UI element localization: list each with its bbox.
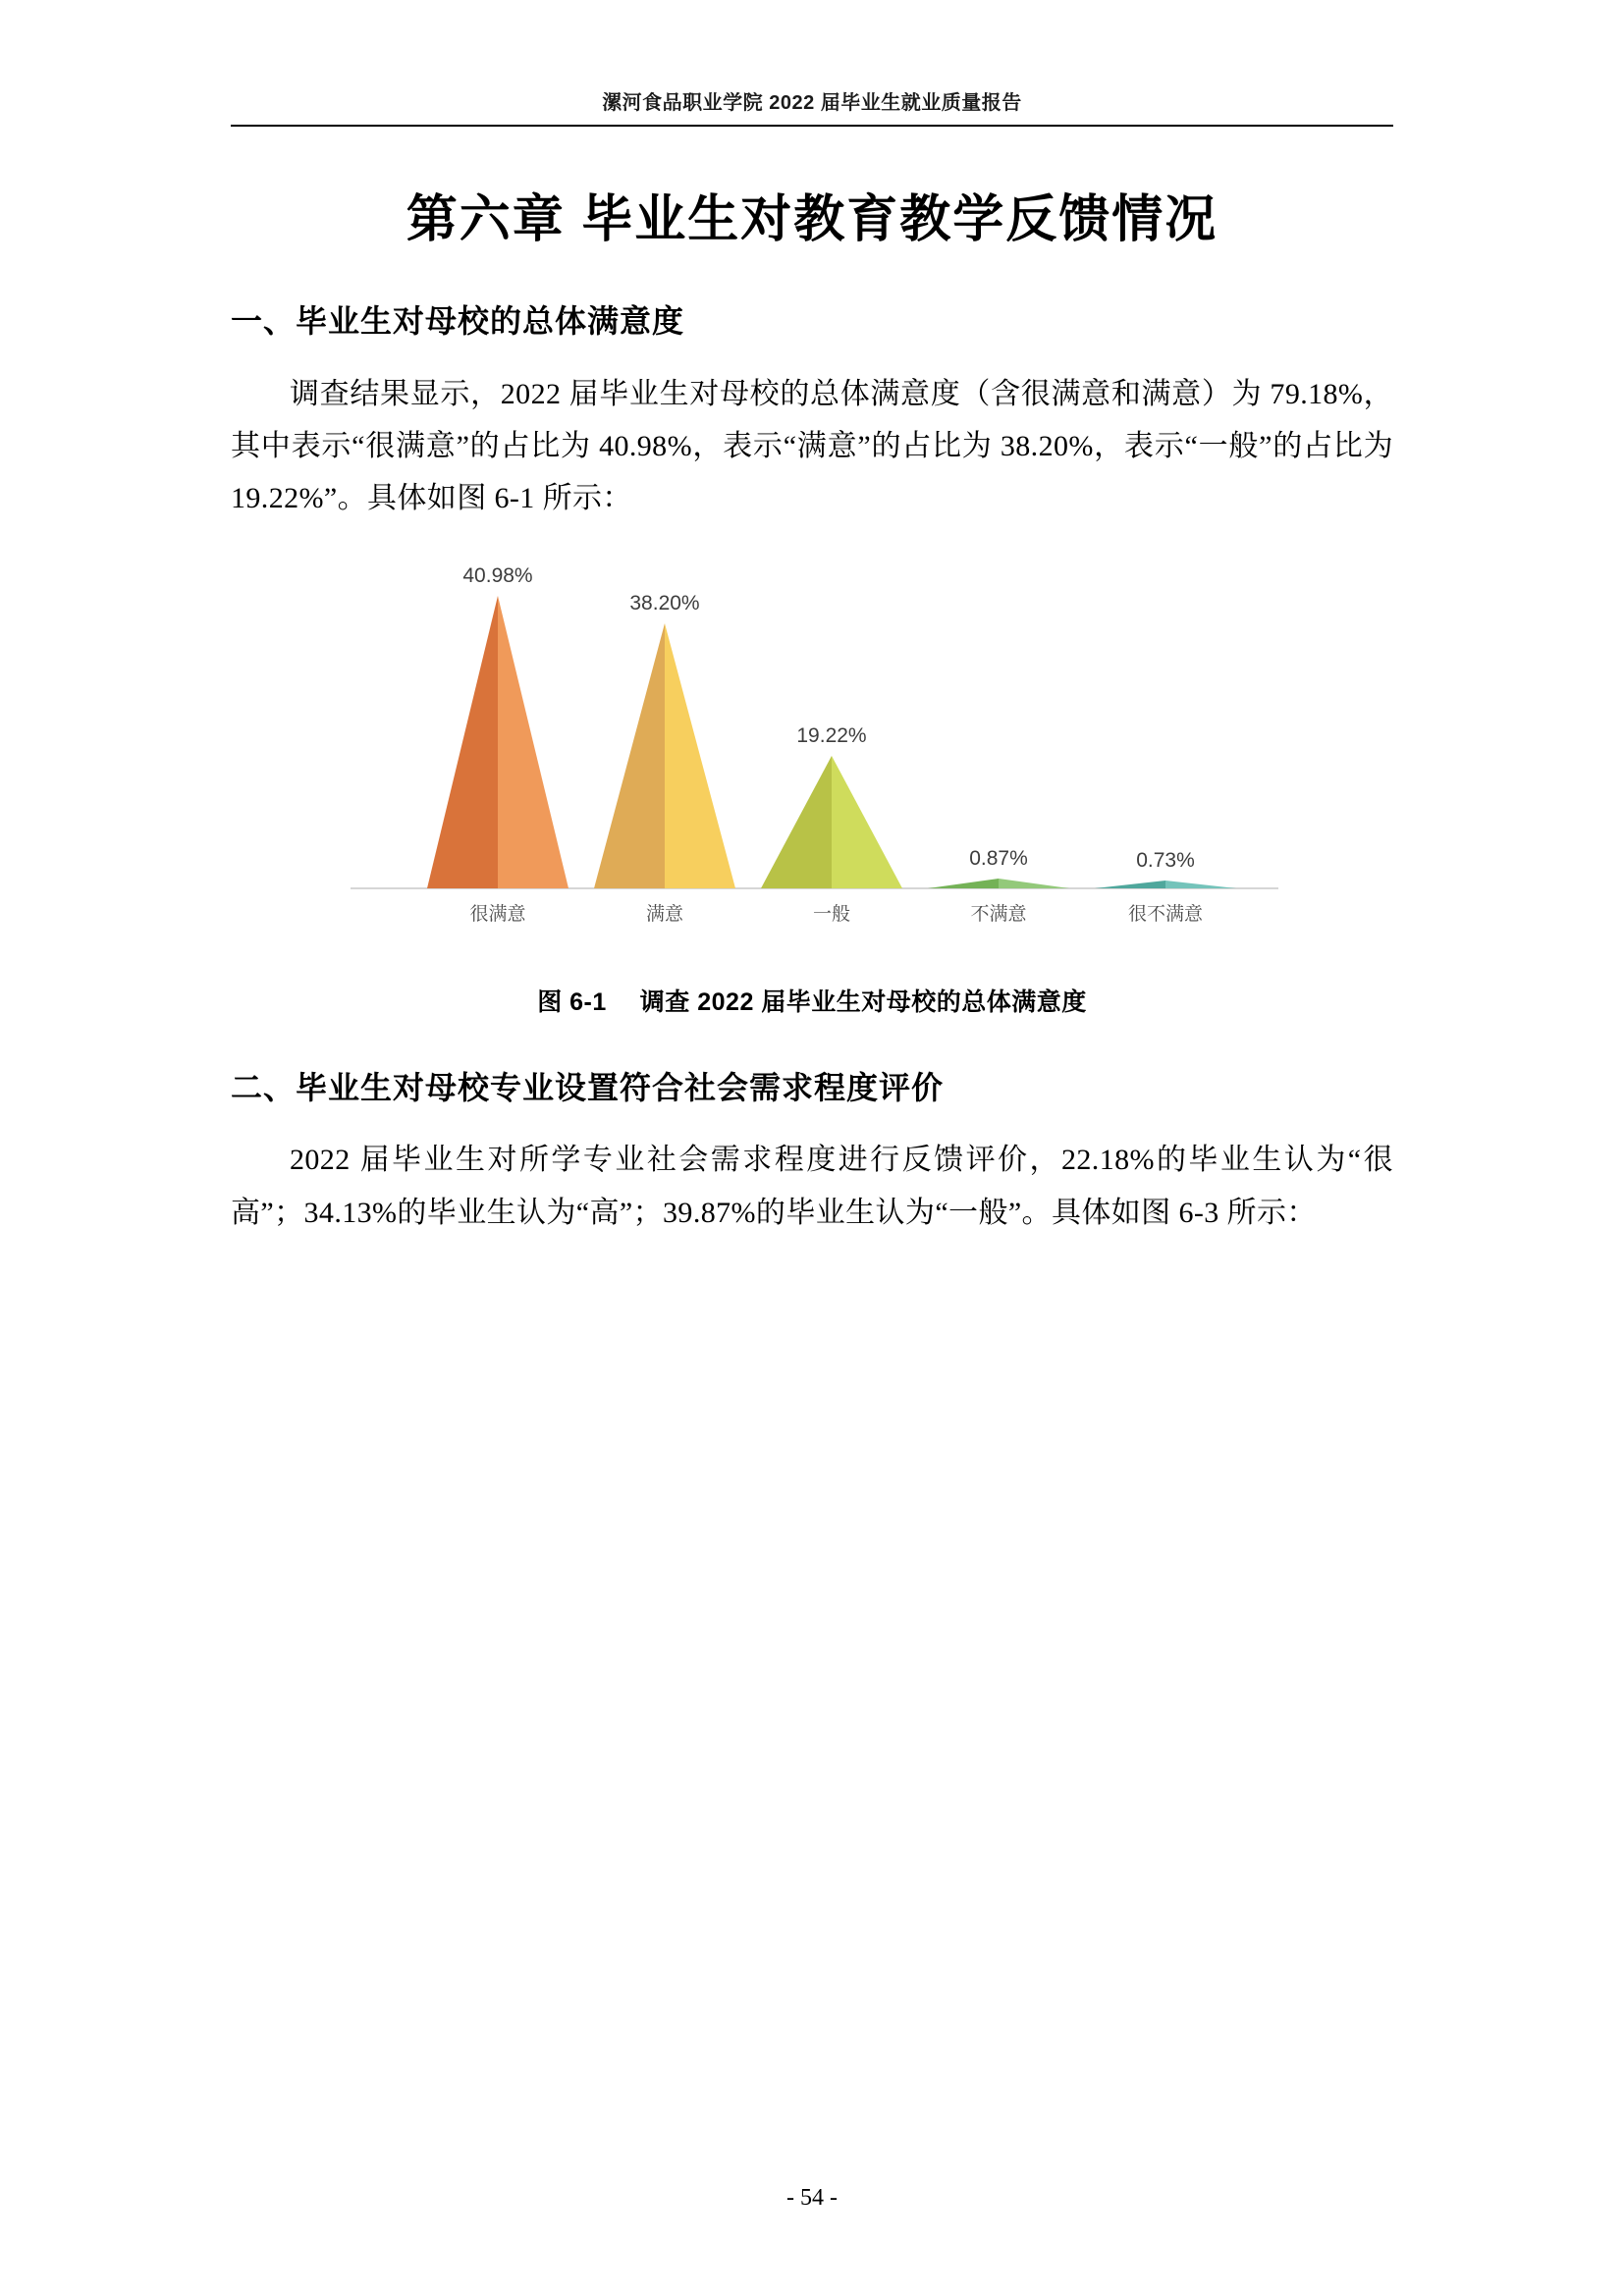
chart-category-label-2: 一般	[812, 903, 851, 925]
chart-category-label-1: 满意	[645, 903, 684, 925]
figure-caption-text: 调查 2022 届毕业生对母校的总体满意度	[639, 988, 1087, 1016]
chart-value-label-1: 38.20%	[629, 591, 700, 614]
bar-chart	[321, 545, 1303, 957]
chart-category-label-4: 很不满意	[1127, 903, 1204, 925]
chart-category-label-0: 很满意	[469, 903, 526, 925]
page-title: 第六章 毕业生对教育教学反馈情况	[406, 191, 1218, 248]
chart-container	[321, 545, 1303, 957]
chart-bar-0	[427, 596, 568, 888]
page-number: - 54 -	[786, 2185, 838, 2211]
section-heading-1: 一、毕业生对母校的总体满意度	[231, 303, 685, 339]
figure-caption	[231, 983, 1393, 1018]
chart-bar-4	[1095, 881, 1236, 888]
header-rule	[231, 125, 1393, 127]
section-paragraph-2: 2022 届毕业生对所学专业社会需求程度进行反馈评价，22.18%的毕业生认为“很高”；34.13%的毕业生认为“高”；39.87%的毕业生认为“一般”。具体如图 6-3 所示：	[231, 1144, 1393, 1229]
chart-bar-1	[594, 623, 735, 888]
section-heading-2: 二、毕业生对母校专业设置符合社会需求程度评价	[231, 1069, 945, 1105]
figure-6-1	[231, 545, 1393, 1018]
chart-bar-2	[761, 756, 902, 888]
figure-caption-number: 图 6-1	[537, 988, 607, 1016]
chart-value-label-3: 0.87%	[969, 846, 1028, 870]
chart-value-label-4: 0.73%	[1136, 848, 1195, 872]
section-paragraph-1: 调查结果显示，2022 届毕业生对母校的总体满意度（含很满意和满意）为 79.18%，其中表示“很满意”的占比为 40.98%，表示“满意”的占比为 38.20%，表示“一般”的占比为 19.22%”。具体如图 6-1 所示：	[231, 377, 1393, 515]
chart-category-label-3: 不满意	[970, 903, 1027, 925]
running-head: 漯河食品职业学院 2022 届毕业生就业质量报告	[602, 92, 1022, 114]
chart-value-label-2: 19.22%	[796, 723, 867, 747]
chart-bar-3	[928, 879, 1069, 888]
chart-value-label-0: 40.98%	[462, 563, 533, 587]
